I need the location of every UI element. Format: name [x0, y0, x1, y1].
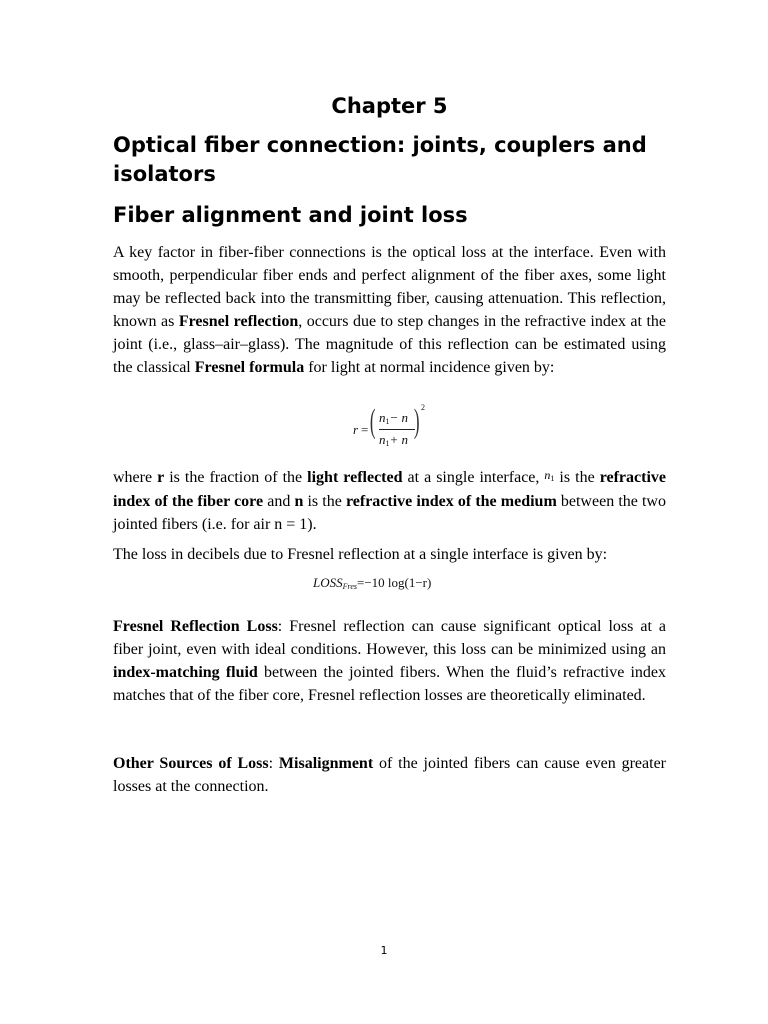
eq-lhs: r	[353, 422, 359, 437]
eq-rhs: =−10 log(1−r)	[357, 575, 432, 590]
bold-term: Other Sources of Loss	[113, 755, 269, 772]
bold-term: Fresnel Reflection Loss	[113, 618, 278, 635]
text-run: : Fresnel reflection can cause significant optical loss at a fiber joint, even with ideal conditions. However, this loss can be minimized using an	[113, 618, 666, 658]
paragraph-fresnel-loss	[113, 615, 666, 707]
bold-term: r	[157, 469, 165, 486]
fresnel-equation	[353, 405, 433, 455]
eq-text: − n	[389, 410, 409, 425]
text-run: A key factor in fiber-fiber connections is the optical loss at the interface. Even with smooth, perpendicular fiber ends and perfect alignment of the fiber axes, some light may be reflected back into the transmitting fiber, causing attenuation. This reflection, known as	[113, 244, 666, 330]
text-run: is the	[554, 469, 600, 486]
bold-term: Fresnel formula	[194, 359, 305, 376]
eq-text: + n	[389, 432, 409, 447]
eq-lhs: LOSS	[313, 575, 343, 590]
left-paren: (	[369, 403, 376, 440]
fraction-bar	[379, 429, 415, 430]
text-run: , occurs due to step changes in the refractive index at the joint (i.e., glass–air–glass). The magnitude of this reflection can be estimated using the classical	[113, 313, 667, 376]
bold-term: Misalignment	[278, 755, 374, 772]
symbol-subscript: 1	[550, 474, 555, 483]
text-run: and	[263, 493, 295, 510]
bold-term: refractive index of the fiber core	[113, 469, 667, 510]
eq-subscript: 1	[385, 417, 390, 426]
eq-equals: =	[361, 422, 369, 437]
bold-term: light reflected	[307, 469, 403, 486]
eq-exponent: 2	[421, 403, 425, 412]
right-paren: )	[413, 403, 420, 440]
bold-term: index-matching fluid	[113, 664, 258, 681]
inline-symbol	[544, 468, 554, 482]
chapter-title: Optical fiber connection: joints, couplers and isolators	[113, 133, 647, 186]
text-run: :	[268, 755, 279, 772]
eq-subscript: 1	[385, 439, 390, 448]
loss-equation	[313, 575, 473, 595]
eq-symbol: n	[379, 410, 386, 425]
paragraph-loss-intro: The loss in decibels due to Fresnel reflection at a single interface is given by:	[113, 546, 608, 563]
paragraph-intro	[113, 241, 666, 379]
bold-term: Fresnel reflection	[178, 313, 299, 330]
bold-term: n	[294, 493, 304, 510]
text-run: is the fraction of the	[164, 469, 308, 486]
text-run: of the jointed fibers can cause even greater losses at the connection.	[113, 755, 666, 795]
text-run: between the jointed fibers. When the fluid’s refractive index matches that of the fiber core, Fresnel reflection losses are theoretically eliminated.	[113, 664, 666, 704]
eq-symbol: n	[379, 432, 386, 447]
text-run: between the two jointed fibers (i.e. for air n = 1).	[113, 493, 666, 533]
bold-term: refractive index of the medium	[345, 493, 557, 510]
chapter-heading: Chapter 5	[331, 94, 448, 118]
text-run: is the	[303, 493, 346, 510]
paragraph-definitions	[113, 464, 666, 536]
text-run: for light at normal incidence given by:	[304, 359, 555, 376]
text-run: at a single interface,	[402, 469, 545, 486]
eq-numerator	[379, 410, 408, 426]
paragraph-other-loss	[113, 752, 666, 798]
page-number: 1	[380, 944, 388, 957]
eq-subscript: Fres	[342, 582, 357, 591]
text-run: where	[113, 469, 158, 486]
eq-denominator	[379, 432, 408, 448]
section-title: Fiber alignment and joint loss	[113, 203, 468, 227]
symbol: n	[544, 468, 551, 482]
